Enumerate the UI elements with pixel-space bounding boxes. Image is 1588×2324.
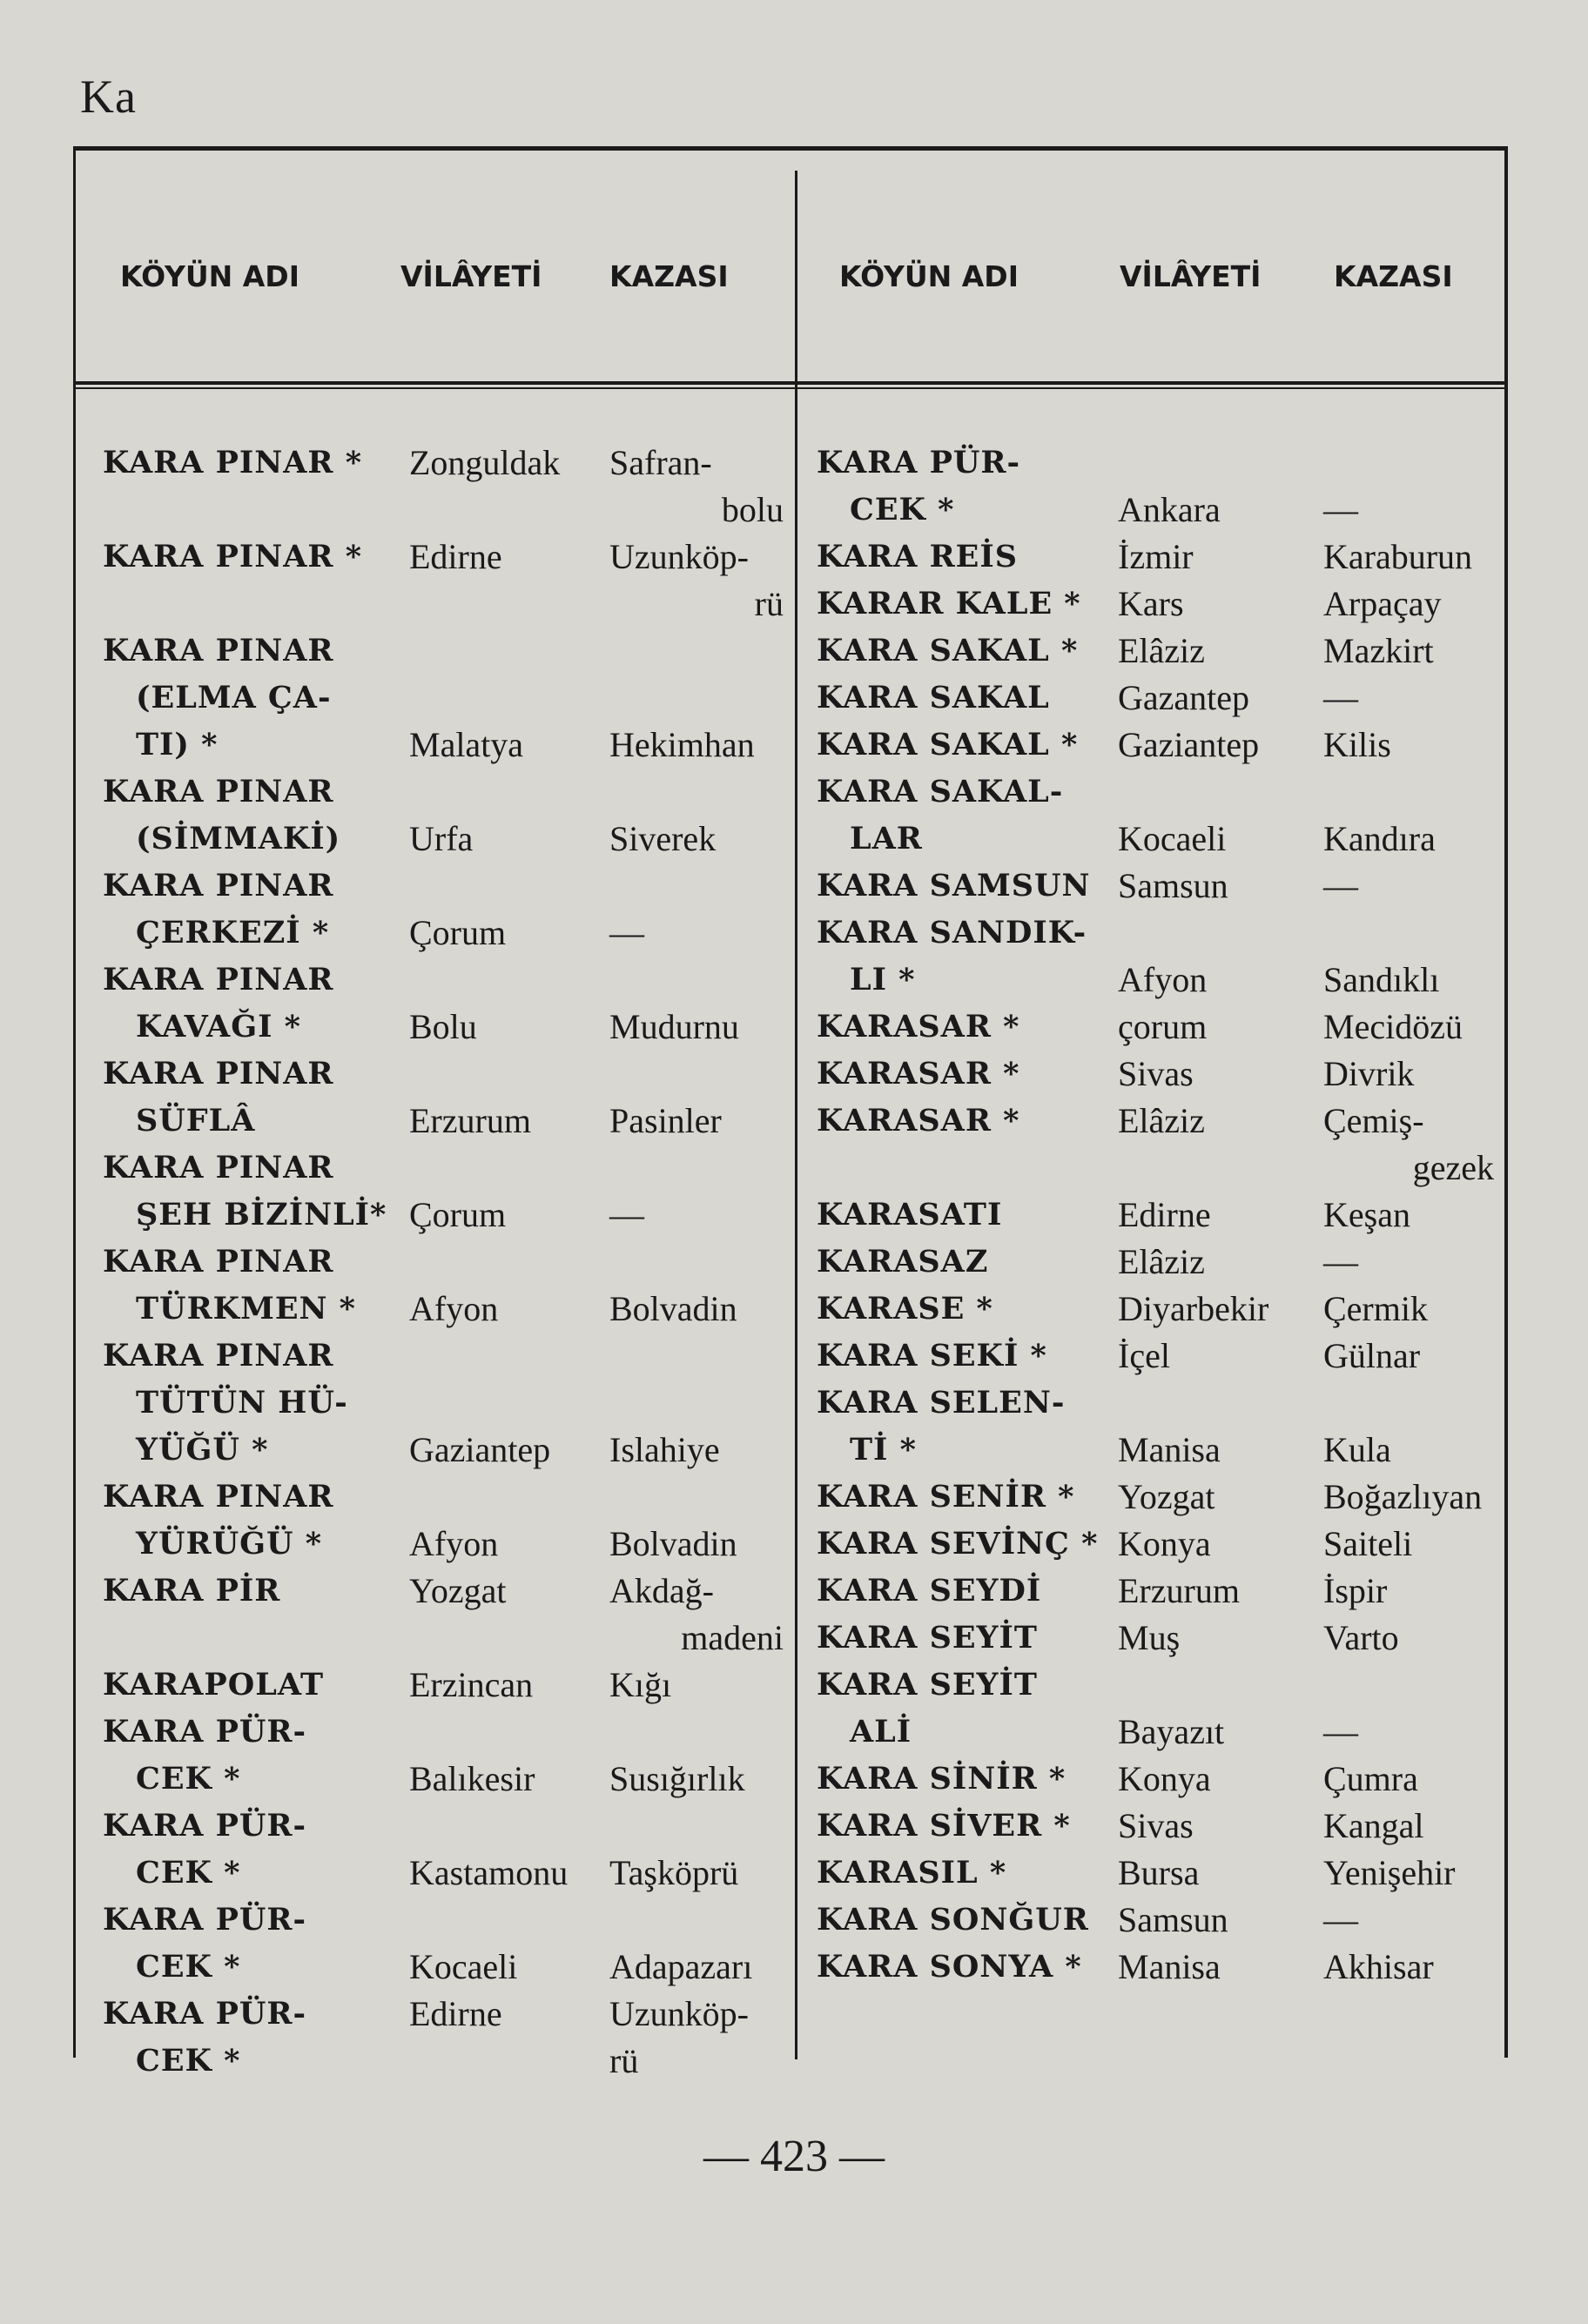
village-name: KARA SAKAL xyxy=(817,680,1050,715)
village-row xyxy=(103,1474,782,1521)
district: Uzunköp- xyxy=(609,537,749,576)
village-row xyxy=(817,675,1496,722)
village-name: KARA PINAR xyxy=(103,1056,334,1091)
village-row xyxy=(103,722,782,769)
village-row xyxy=(103,910,782,957)
province: Sivas xyxy=(1118,1806,1194,1845)
column-divider xyxy=(795,171,797,2059)
header-district-right: KAZASI xyxy=(1334,259,1453,293)
village-row xyxy=(817,863,1496,910)
district: madeni xyxy=(681,1618,784,1657)
province: Gaziantep xyxy=(409,1430,551,1469)
province: Konya xyxy=(1118,1759,1211,1798)
village-name: KARA PINAR xyxy=(103,774,334,809)
district: Kığı xyxy=(609,1665,672,1704)
province: Erzurum xyxy=(409,1101,531,1140)
village-row xyxy=(103,1662,782,1709)
village-row xyxy=(817,722,1496,769)
village-row xyxy=(817,1427,1496,1474)
province: Elâziz xyxy=(1118,1101,1205,1140)
village-row xyxy=(103,863,782,910)
village-name: KARA SONYA * xyxy=(817,1949,1082,1985)
province: Afyon xyxy=(409,1524,499,1563)
left-village-list xyxy=(103,440,782,2085)
province: Gaziantep xyxy=(1118,725,1260,764)
village-name: KARA PINAR xyxy=(103,962,334,997)
village-row xyxy=(103,1615,782,1662)
village-row xyxy=(817,957,1496,1004)
village-name: KARASAZ xyxy=(817,1244,989,1280)
village-row xyxy=(103,1098,782,1145)
district: Gülnar xyxy=(1323,1336,1421,1375)
village-row xyxy=(103,1286,782,1333)
village-name: KARASAR * xyxy=(817,1009,1020,1044)
village-name: CEK * xyxy=(850,492,955,527)
district: rü xyxy=(754,584,784,623)
village-row xyxy=(817,487,1496,534)
village-name: KARASE * xyxy=(817,1291,993,1327)
province: Bursa xyxy=(1118,1853,1200,1892)
district: — xyxy=(1323,678,1358,717)
district: Bolvadin xyxy=(609,1289,737,1328)
village-row xyxy=(103,1803,782,1850)
village-row xyxy=(817,1051,1496,1098)
village-row xyxy=(103,440,782,487)
province: Erzurum xyxy=(1118,1571,1240,1610)
district: — xyxy=(609,913,644,952)
village-row xyxy=(103,1944,782,1991)
village-row xyxy=(103,487,782,534)
header-village-name-right: KÖYÜN ADI xyxy=(839,259,1019,293)
district: Hekimhan xyxy=(609,725,755,764)
village-row xyxy=(817,1568,1496,1615)
village-name: KARA SENİR * xyxy=(817,1479,1075,1515)
village-row xyxy=(103,2038,782,2085)
village-row xyxy=(817,769,1496,816)
header-rule xyxy=(73,381,1508,389)
village-name: KARA PÜR- xyxy=(103,1714,307,1750)
province: Zonguldak xyxy=(409,443,561,482)
village-row xyxy=(103,1239,782,1286)
district: Arpaçay xyxy=(1323,584,1442,623)
village-name: KARA PİR xyxy=(103,1573,281,1609)
page-number: — 423 — xyxy=(703,2132,885,2181)
village-name: KARA SAMSUN xyxy=(817,868,1091,903)
province: Kastamonu xyxy=(409,1853,569,1892)
village-row xyxy=(817,1474,1496,1521)
province: Edirne xyxy=(409,1994,502,2033)
village-name: KARA SAKAL * xyxy=(817,633,1079,668)
province: Sivas xyxy=(1118,1054,1194,1093)
village-name: KAVAĞI * xyxy=(136,1009,301,1044)
village-name: KARA SAKAL * xyxy=(817,727,1079,762)
village-row xyxy=(103,675,782,722)
village-row xyxy=(103,1004,782,1051)
province: Edirne xyxy=(1118,1195,1211,1234)
village-row xyxy=(817,1662,1496,1709)
village-row xyxy=(817,1239,1496,1286)
village-name: KARA SEVİNÇ * xyxy=(817,1526,1099,1562)
district: Karaburun xyxy=(1323,537,1473,576)
village-row xyxy=(817,1615,1496,1662)
village-name: TÜTÜN HÜ- xyxy=(136,1385,348,1421)
village-row xyxy=(103,1991,782,2038)
district: Saiteli xyxy=(1323,1524,1413,1563)
village-row xyxy=(103,1709,782,1756)
village-row xyxy=(817,1145,1496,1192)
village-name: ŞEH BİZİNLİ* xyxy=(136,1197,387,1233)
village-name: CEK * xyxy=(136,2043,241,2079)
village-name: KARA SELEN- xyxy=(817,1385,1066,1421)
village-row xyxy=(817,816,1496,863)
village-row xyxy=(103,769,782,816)
province: Elâziz xyxy=(1118,631,1205,670)
province: Bayazıt xyxy=(1118,1712,1225,1751)
district: Kangal xyxy=(1323,1806,1424,1845)
province: Elâziz xyxy=(1118,1242,1205,1281)
district: Varto xyxy=(1323,1618,1399,1657)
village-row xyxy=(103,1897,782,1944)
village-row xyxy=(817,581,1496,628)
village-row xyxy=(817,1850,1496,1897)
province: Afyon xyxy=(1118,960,1208,999)
village-name: CEK * xyxy=(136,1855,241,1891)
district: — xyxy=(1323,1242,1358,1281)
district: — xyxy=(1323,1712,1358,1751)
province: Erzincan xyxy=(409,1665,534,1704)
village-name: ALİ xyxy=(850,1714,912,1750)
village-name: LI * xyxy=(850,962,916,997)
header-district-left: KAZASI xyxy=(609,259,729,293)
district: gezek xyxy=(1412,1148,1494,1187)
province: Edirne xyxy=(409,537,502,576)
village-name: KARA SANDIK- xyxy=(817,915,1087,950)
running-head: Ka xyxy=(80,71,137,123)
village-name: CEK * xyxy=(136,1949,241,1985)
province: Manisa xyxy=(1118,1430,1221,1469)
village-name: KARA PINAR xyxy=(103,633,334,668)
village-name: (ELMA ÇA- xyxy=(136,680,332,715)
village-name: KARA SEKİ * xyxy=(817,1338,1047,1374)
district: Boğazlıyan xyxy=(1323,1477,1483,1516)
village-name: KARASAR * xyxy=(817,1056,1020,1091)
province: Bolu xyxy=(409,1007,477,1046)
province: İçel xyxy=(1118,1336,1170,1375)
header-province-left: VİLÂYETİ xyxy=(400,259,542,293)
district: bolu xyxy=(721,490,784,529)
village-row xyxy=(817,1004,1496,1051)
village-name: ÇERKEZİ * xyxy=(136,915,330,950)
district: Uzunköp- xyxy=(609,1994,749,2033)
village-row xyxy=(103,1521,782,1568)
district: Safran- xyxy=(609,443,712,482)
province: Ankara xyxy=(1118,490,1221,529)
village-row xyxy=(103,1756,782,1803)
village-name: KARA PÜR- xyxy=(103,1996,307,2032)
village-row xyxy=(103,1333,782,1380)
district: Mazkirt xyxy=(1323,631,1434,670)
district: İspir xyxy=(1323,1571,1388,1610)
village-row xyxy=(817,1380,1496,1427)
province: Balıkesir xyxy=(409,1759,535,1798)
district: Çermik xyxy=(1323,1289,1428,1328)
village-name: KARA SEYİT xyxy=(817,1620,1038,1656)
village-row xyxy=(817,1709,1496,1756)
village-row xyxy=(817,1897,1496,1944)
village-row xyxy=(103,957,782,1004)
village-name: KARAPOLAT xyxy=(103,1667,325,1703)
district: Kula xyxy=(1323,1430,1391,1469)
district: Keşan xyxy=(1323,1195,1410,1234)
village-row xyxy=(103,1427,782,1474)
village-row xyxy=(817,1521,1496,1568)
village-name: KARA PINAR * xyxy=(103,445,362,480)
village-row xyxy=(103,1850,782,1897)
district: Çemiş- xyxy=(1323,1101,1424,1140)
village-name: KARA SİNİR * xyxy=(817,1761,1067,1797)
district: Akdağ- xyxy=(609,1571,714,1610)
district: Çumra xyxy=(1323,1759,1418,1798)
village-name: Tİ * xyxy=(850,1432,917,1468)
village-row xyxy=(103,1568,782,1615)
province: Konya xyxy=(1118,1524,1211,1563)
village-name: KARA REİS xyxy=(817,539,1018,574)
village-row xyxy=(103,1145,782,1192)
district: Adapazarı xyxy=(609,1947,753,1986)
village-name: KARASATI xyxy=(817,1197,1003,1233)
province: Afyon xyxy=(409,1289,499,1328)
province: Yozgat xyxy=(1118,1477,1215,1516)
province: Diyarbekir xyxy=(1118,1289,1269,1328)
village-name: LAR xyxy=(850,821,923,856)
district: Siverek xyxy=(609,819,717,858)
province: çorum xyxy=(1118,1007,1208,1046)
village-name: KARA PÜR- xyxy=(817,445,1021,480)
village-name: KARA PINAR xyxy=(103,868,334,903)
district: Susığırlık xyxy=(609,1759,745,1798)
district: Mecidözü xyxy=(1323,1007,1463,1046)
village-row xyxy=(817,1192,1496,1239)
province: Malatya xyxy=(409,725,524,764)
district: Pasinler xyxy=(609,1101,722,1140)
district: Kilis xyxy=(1323,725,1391,764)
village-name: KARA PINAR xyxy=(103,1150,334,1186)
village-row xyxy=(817,440,1496,487)
village-name: TÜRKMEN * xyxy=(136,1291,356,1327)
village-name: KARA PINAR xyxy=(103,1338,334,1374)
village-row xyxy=(103,1051,782,1098)
district: Yenişehir xyxy=(1323,1853,1456,1892)
village-row xyxy=(817,628,1496,675)
village-name: KARA PINAR * xyxy=(103,539,362,574)
village-name: SÜFLÂ xyxy=(136,1103,256,1138)
village-row xyxy=(103,534,782,581)
province: Kars xyxy=(1118,584,1184,623)
village-name: KARA SEYİT xyxy=(817,1667,1038,1703)
village-name: YÜĞÜ * xyxy=(136,1432,269,1468)
village-name: KARA PÜR- xyxy=(103,1902,307,1938)
province: Kocaeli xyxy=(1118,819,1227,858)
district: — xyxy=(1323,866,1358,905)
province: Samsun xyxy=(1118,866,1228,905)
district: Sandıklı xyxy=(1323,960,1440,999)
header-province-right: VİLÂYETİ xyxy=(1120,259,1262,293)
district: Bolvadin xyxy=(609,1524,737,1563)
province: Muş xyxy=(1118,1618,1181,1657)
village-row xyxy=(817,534,1496,581)
village-name: KARA PÜR- xyxy=(103,1808,307,1844)
province: Gazantep xyxy=(1118,678,1250,717)
right-village-list xyxy=(817,440,1496,1991)
district: rü xyxy=(609,2041,639,2080)
village-row xyxy=(817,1944,1496,1991)
village-row xyxy=(817,910,1496,957)
village-name: YÜRÜĞÜ * xyxy=(136,1526,323,1562)
province: İzmir xyxy=(1118,537,1194,576)
district: — xyxy=(1323,1900,1358,1939)
village-row xyxy=(103,581,782,628)
village-row xyxy=(103,1380,782,1427)
village-name: KARA PINAR xyxy=(103,1479,334,1515)
district: Islahiye xyxy=(609,1430,720,1469)
village-name: KARAR KALE * xyxy=(817,586,1081,621)
district: Taşköprü xyxy=(609,1853,739,1892)
village-row xyxy=(817,1098,1496,1145)
village-row xyxy=(103,628,782,675)
village-row xyxy=(817,1756,1496,1803)
village-name: KARA SİVER * xyxy=(817,1808,1071,1844)
village-row xyxy=(817,1803,1496,1850)
province: Kocaeli xyxy=(409,1947,518,1986)
district: Mudurnu xyxy=(609,1007,739,1046)
village-row xyxy=(817,1333,1496,1380)
village-name: KARA SAKAL- xyxy=(817,774,1064,809)
village-name: CEK * xyxy=(136,1761,241,1797)
village-row xyxy=(103,1192,782,1239)
village-name: KARASIL * xyxy=(817,1855,1007,1891)
province: Çorum xyxy=(409,913,507,952)
province: Manisa xyxy=(1118,1947,1221,1986)
district: Divrik xyxy=(1323,1054,1415,1093)
district: — xyxy=(1323,490,1358,529)
district: Akhisar xyxy=(1323,1947,1434,1986)
province: Urfa xyxy=(409,819,474,858)
province: Samsun xyxy=(1118,1900,1228,1939)
header-village-name-left: KÖYÜN ADI xyxy=(120,259,299,293)
village-name: KARA SEYDİ xyxy=(817,1573,1042,1609)
province: Çorum xyxy=(409,1195,507,1234)
village-name: KARA SONĞUR xyxy=(817,1902,1089,1938)
district: — xyxy=(609,1195,644,1234)
village-name: KARASAR * xyxy=(817,1103,1020,1138)
village-name: TI) * xyxy=(136,727,219,762)
village-name: KARA PINAR xyxy=(103,1244,334,1280)
village-row xyxy=(103,816,782,863)
province: Yozgat xyxy=(409,1571,507,1610)
village-name: (SİMMAKİ) xyxy=(136,821,341,856)
village-row xyxy=(817,1286,1496,1333)
district: Kandıra xyxy=(1323,819,1436,858)
